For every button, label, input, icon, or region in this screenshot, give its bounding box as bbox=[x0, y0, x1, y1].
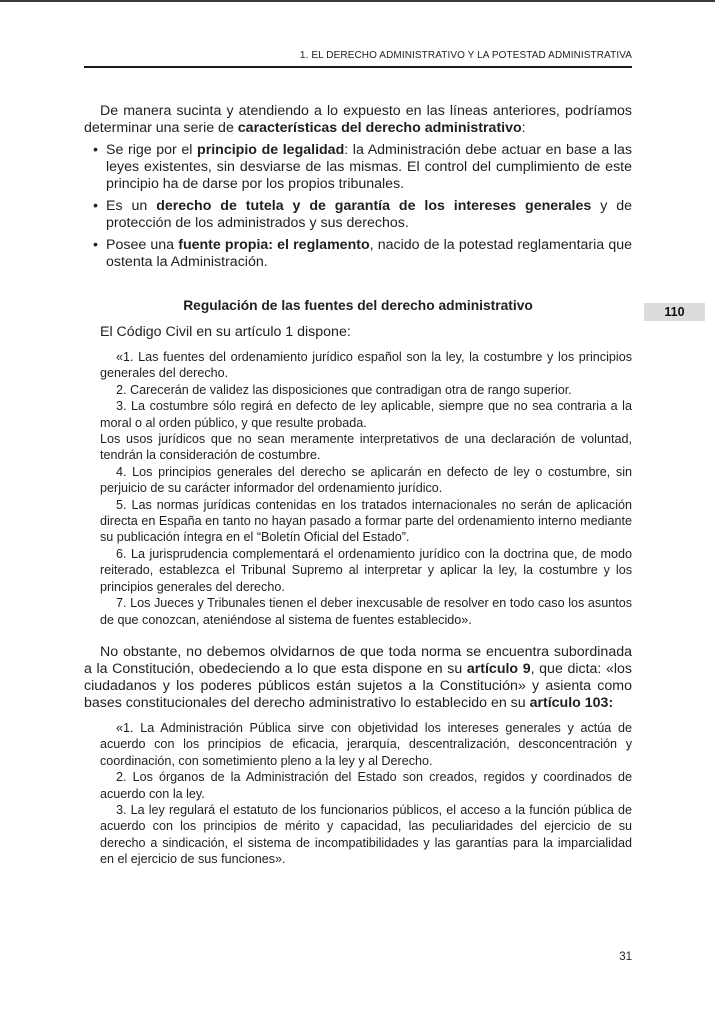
paragraph-text: No obstante, no debemos olvidarnos de que toda norma se encuentra subordinada a la Constitución, obedeciendo a lo que esta dispone en su bbox=[84, 643, 632, 677]
intro-paragraph bbox=[84, 103, 632, 137]
constitution-quote bbox=[84, 720, 632, 868]
top-border-line bbox=[0, 0, 715, 2]
article-9-ref: artículo 9 bbox=[466, 660, 531, 677]
quote-paragraph: 4. Los principios generales del derecho se aplicarán en defecto de ley o costumbre, sin perjuicio de su carácter informador del ordenamiento jurídico. bbox=[100, 464, 632, 496]
bullet-icon: • bbox=[93, 142, 98, 158]
paragraph-text: , que dicta: «los ciudadanos y los poderes públicos están sujetos a la Constitución» y asienta como bases constitucionales del derecho administrativo lo establecido en su bbox=[84, 660, 633, 711]
characteristics-list bbox=[84, 142, 632, 271]
section-title: Regulación de las fuentes del derecho administrativo bbox=[183, 298, 533, 313]
bullet-text: , nacido de la potestad reglamentaria que ostenta la Administración. bbox=[106, 237, 632, 270]
intro-bold-term: características del derecho administrativo bbox=[237, 120, 522, 136]
bullet-text: Se rige por el bbox=[106, 142, 198, 158]
quote-paragraph: «1. Las fuentes del ordenamiento jurídico español son la ley, la costumbre y los principios generales del derecho. bbox=[100, 350, 632, 381]
bullet-icon: • bbox=[93, 198, 98, 214]
bullet-bold: principio de legalidad bbox=[197, 142, 345, 158]
quote-paragraph: 3. La costumbre sólo regirá en defecto de ley aplicable, siempre que no sea contraria a la moral o al orden público, y que resulte probada. bbox=[100, 399, 632, 430]
quote-paragraph: 2. Carecerán de validez las disposiciones que contradigan otra de rango superior. bbox=[116, 382, 572, 397]
bullet-text: Es un bbox=[106, 198, 157, 214]
intro-tail: : bbox=[521, 120, 526, 136]
article-103-ref: artículo 103: bbox=[529, 694, 614, 711]
list-item bbox=[93, 198, 632, 232]
running-header: 1. EL DERECHO ADMINISTRATIVO Y LA POTESTAD ADMINISTRATIVA bbox=[299, 50, 632, 61]
side-page-tab: 110 bbox=[644, 303, 705, 321]
quote-paragraph: «1. La Administración Pública sirve con objetividad los intereses generales y actúa de acuerdo con los principios de eficacia, jerarquía, descentralización, desconcentración y coordinación, con sometimiento pleno a la ley y al Derecho. bbox=[100, 720, 632, 768]
constitution-paragraph bbox=[84, 644, 632, 712]
bullet-bold: fuente propia: el reglamento bbox=[178, 237, 370, 253]
bullet-text: y de protección de los administrados y sus derechos. bbox=[106, 198, 632, 231]
bullet-icon: • bbox=[93, 237, 98, 253]
quote-paragraph: 7. Los Jueces y Tribunales tienen el deber inexcusable de resolver en todo caso los asuntos de que conozcan, ateniéndose al sistema de fuentes establecido». bbox=[100, 596, 632, 627]
quote-paragraph: 5. Las normas jurídicas contenidas en los tratados internacionales no serán de aplicación directa en España en tanto no hayan pasado a formar parte del ordenamiento interno mediante su publicación íntegra en el “Boletín Oficial del Estado”. bbox=[100, 497, 632, 545]
intro-text: De manera sucinta y atendiendo a lo expuesto en las líneas anteriores, podríamos determinar una serie de bbox=[84, 103, 632, 136]
bullet-bold: derecho de tutela y de garantía de los intereses generales bbox=[156, 198, 592, 214]
list-item bbox=[93, 142, 633, 193]
header-rule bbox=[84, 66, 632, 68]
bullet-text: Posee una bbox=[106, 237, 179, 253]
bullet-text: : la Administración debe actuar en base a las leyes existentes, sin desviarse de las mismas. El control del cumplimiento de este principio ha de darse por los propios tribunales. bbox=[106, 142, 633, 192]
list-item bbox=[93, 237, 632, 271]
quote-paragraph: 3. La ley regulará el estatuto de los funcionarios públicos, el acceso a la función pública de acuerdo con los principios de mérito y capacidad, las peculiaridades del ejercicio de su derecho a sindicación, el sistema de incompatibilidades y las garantías para la imparcialidad en el ejercicio de sus funciones». bbox=[100, 802, 632, 867]
section-intro: El Código Civil en su artículo 1 dispone: bbox=[100, 324, 351, 340]
civil-code-quote bbox=[84, 349, 632, 628]
page-number: 31 bbox=[619, 951, 632, 963]
quote-paragraph: 2. Los órganos de la Administración del Estado son creados, regidos y coordinados de acuerdo con la ley. bbox=[100, 770, 632, 801]
quote-paragraph: 6. La jurisprudencia complementará el ordenamiento jurídico con la doctrina que, de modo reiterado, establezca el Tribunal Supremo al interpretar y aplicar la ley, la costumbre y los principios generales del derecho. bbox=[100, 546, 632, 594]
quote-paragraph: Los usos jurídicos que no sean meramente interpretativos de una declaración de voluntad, tendrán la consideración de costumbre. bbox=[100, 432, 632, 463]
page-content bbox=[84, 103, 632, 868]
